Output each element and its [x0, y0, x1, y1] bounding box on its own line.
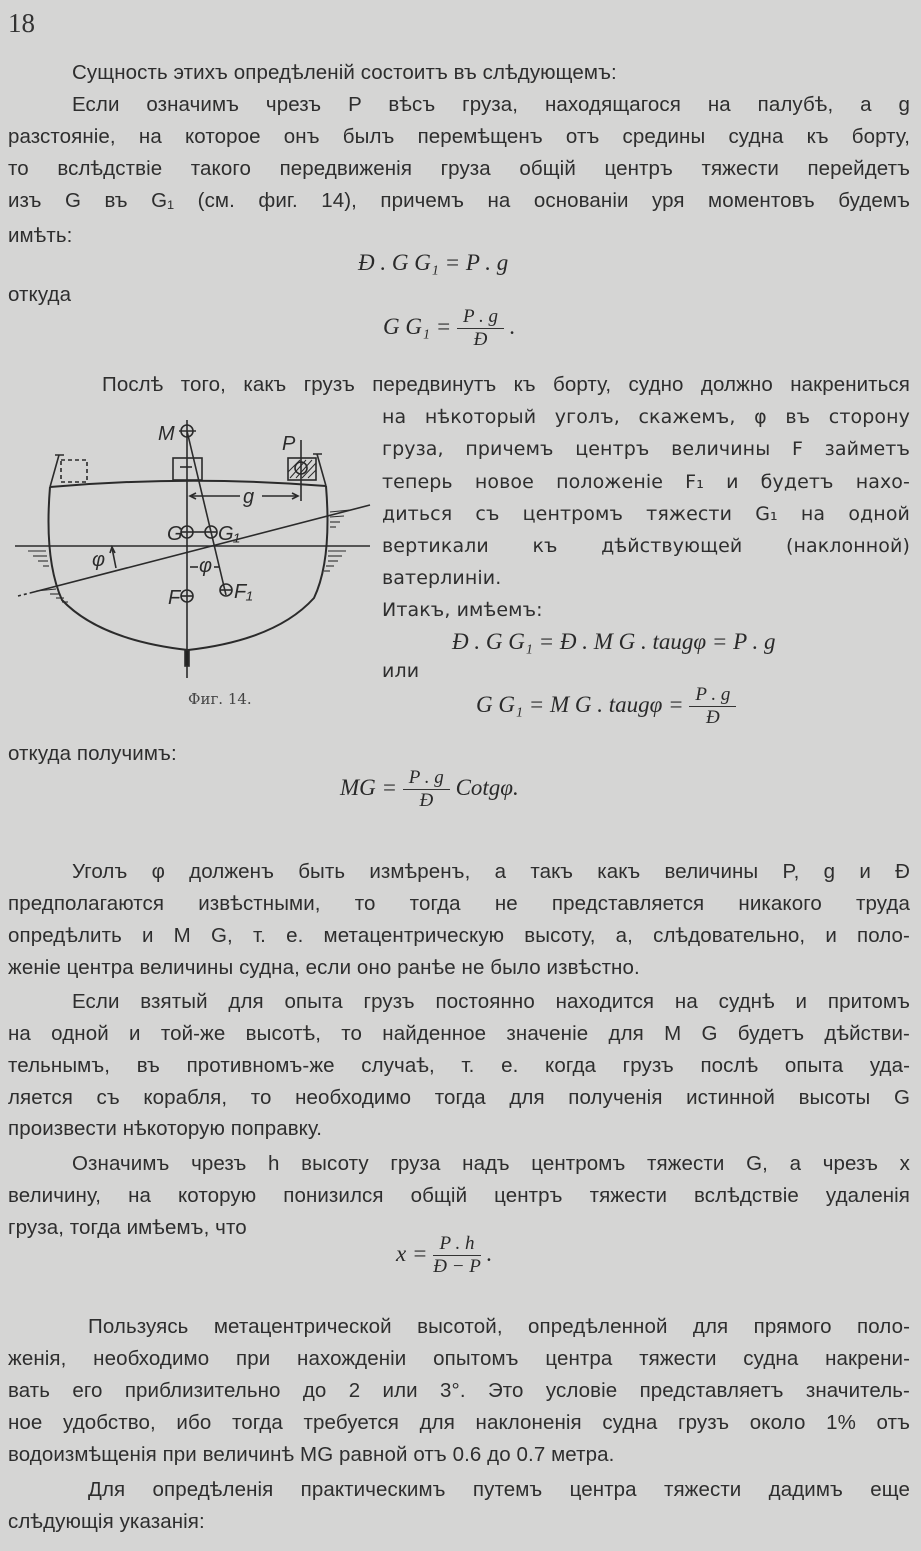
text-line: Уголъ φ долженъ быть измѣренъ, а такъ какъ величины P, g и Ð: [72, 860, 910, 883]
formula-mg: [340, 767, 519, 812]
text-line: теперь новое положеніе F₁ и будетъ нахо-: [382, 471, 910, 493]
period: .: [480, 1240, 493, 1266]
period: .: [504, 313, 516, 339]
fraction: [403, 767, 450, 812]
text-line: Послѣ того, какъ грузъ передвинутъ къ борту, судно должно накрениться: [102, 373, 910, 396]
figure-caption: Фиг. 14.: [188, 690, 252, 708]
text-line: предполагаются извѣстными, то тогда не представляется никакого труда: [8, 892, 910, 915]
text-line: на одной и той-же высотѣ, то найденное значеніе для M G будетъ дѣйстви-: [8, 1022, 910, 1045]
text-line: произвести нѣкоторую поправку.: [8, 1117, 323, 1140]
text-line: груза, тогда имѣемъ, что: [8, 1216, 247, 1239]
paragraph-intro: Сущность этихъ опредѣленій состоитъ въ слѣдующемъ:: [72, 61, 617, 84]
denominator: Ð − P: [433, 1256, 481, 1277]
label-G: G: [167, 523, 183, 545]
text-line: тельнымъ, въ противномъ-же случаѣ, т. е. когда грузъ послѣ опыта уда-: [8, 1054, 910, 1077]
formula-left: G G₁ = M G . taugφ =: [476, 691, 684, 717]
text-line: Означимъ чрезъ h высоту груза надъ центромъ тяжести G, а чрезъ x: [72, 1152, 910, 1175]
label-M: M: [158, 423, 175, 445]
text-line: ватерлиніи.: [382, 567, 502, 589]
fraction: [433, 1233, 481, 1278]
text-line: Если означимъ чрезъ P вѣсъ груза, находящагося на палубѣ, а g: [72, 93, 910, 116]
text-otkuda-poluchim: откуда получимъ:: [8, 742, 177, 765]
figure-14-ship-section: [0, 400, 380, 720]
label-phi-left: φ: [92, 549, 106, 571]
text-line: на нѣкоторый уголъ, скажемъ, φ въ сторону: [382, 406, 910, 428]
text-line: вать его приблизительно до 2 или 3°. Это условіе представляетъ значитель-: [8, 1379, 910, 1402]
denominator: Ð: [419, 790, 434, 811]
label-F1: F₁: [234, 581, 253, 603]
text-line: Для опредѣленія практическимъ путемъ центра тяжести дадимъ еще: [88, 1478, 910, 1501]
text-line: груза, причемъ центръ величины F займетъ: [382, 438, 910, 460]
denominator: Ð: [473, 329, 488, 350]
text-line: слѣдующія указанія:: [8, 1510, 205, 1533]
text-itak: Итакъ, имѣемъ:: [382, 599, 543, 621]
text-otkuda: откуда: [8, 283, 72, 306]
text-line: женія, необходимо при нахожденіи опытомъ центра тяжести судна накрени-: [8, 1347, 910, 1370]
label-P: P: [282, 433, 296, 455]
label-phi-center: φ: [199, 555, 213, 577]
fraction: [457, 306, 504, 351]
fraction: [689, 684, 736, 729]
numerator: P . h: [433, 1233, 481, 1256]
text-line: то вслѣдствіе такого передвиженія груза общій центръ тяжести перейдетъ: [8, 157, 910, 180]
text-line: имѣть:: [8, 224, 73, 247]
page-number: 18: [8, 8, 35, 38]
text-line: ное удобство, ибо тогда требуется для наклоненія судна грузъ около 1% отъ: [8, 1411, 910, 1434]
text-line: диться съ центромъ тяжести G₁ на одной: [382, 503, 910, 525]
text-line: изъ G въ G₁ (см. фиг. 14), причемъ на основаніи уря моментовъ будемъ: [8, 189, 910, 212]
numerator: P . g: [457, 306, 504, 329]
text-line: ляется съ корабля, то необходимо тогда для полученія истинной высоты G: [8, 1086, 910, 1109]
formula-equilibrium: Ð . G G₁ = Ð . M G . taugφ = P . g: [452, 629, 776, 654]
text-line: опредѣлить и M G, т. е. метацентрическую высоту, а, слѣдовательно, и поло-: [8, 924, 910, 947]
formula-left: MG =: [340, 774, 398, 800]
text-line: вертикали къ дѣйствующей (наклонной): [382, 535, 910, 557]
text-line: водоизмѣщенія при величинѣ MG равной отъ 0.6 до 0.7 метра.: [8, 1443, 615, 1466]
formula-left: x =: [396, 1240, 428, 1266]
label-G1: G₁: [218, 523, 240, 545]
formula-gg1: [383, 306, 516, 351]
denominator: Ð: [706, 707, 720, 728]
text-ili: или: [382, 660, 420, 682]
text-line: Пользуясь метацентрической высотой, опредѣленной для прямого поло-: [88, 1315, 910, 1338]
text-line: Если взятый для опыта грузъ постоянно находится на суднѣ и притомъ: [72, 990, 910, 1013]
text-line: женіе центра величины судна, если оно ранѣе не было извѣстно.: [8, 956, 640, 979]
numerator: P . g: [403, 767, 450, 790]
formula-x: [396, 1233, 492, 1278]
formula-gg1-tan: [476, 684, 736, 729]
formula-moment-balance: Ð . G G₁ = P . g: [358, 250, 509, 275]
text-line: разстояніе, на которое онъ былъ перемѣщенъ отъ средины судна къ борту,: [8, 125, 910, 148]
formula-left: G G₁ =: [383, 313, 452, 339]
label-F: F: [168, 587, 181, 609]
formula-right: Cotgφ.: [455, 774, 519, 800]
numerator: P . g: [689, 684, 736, 707]
label-g: g: [243, 486, 255, 508]
text-line: величину, на которую понизился общій центръ тяжести вслѣдствіе удаленія: [8, 1184, 910, 1207]
